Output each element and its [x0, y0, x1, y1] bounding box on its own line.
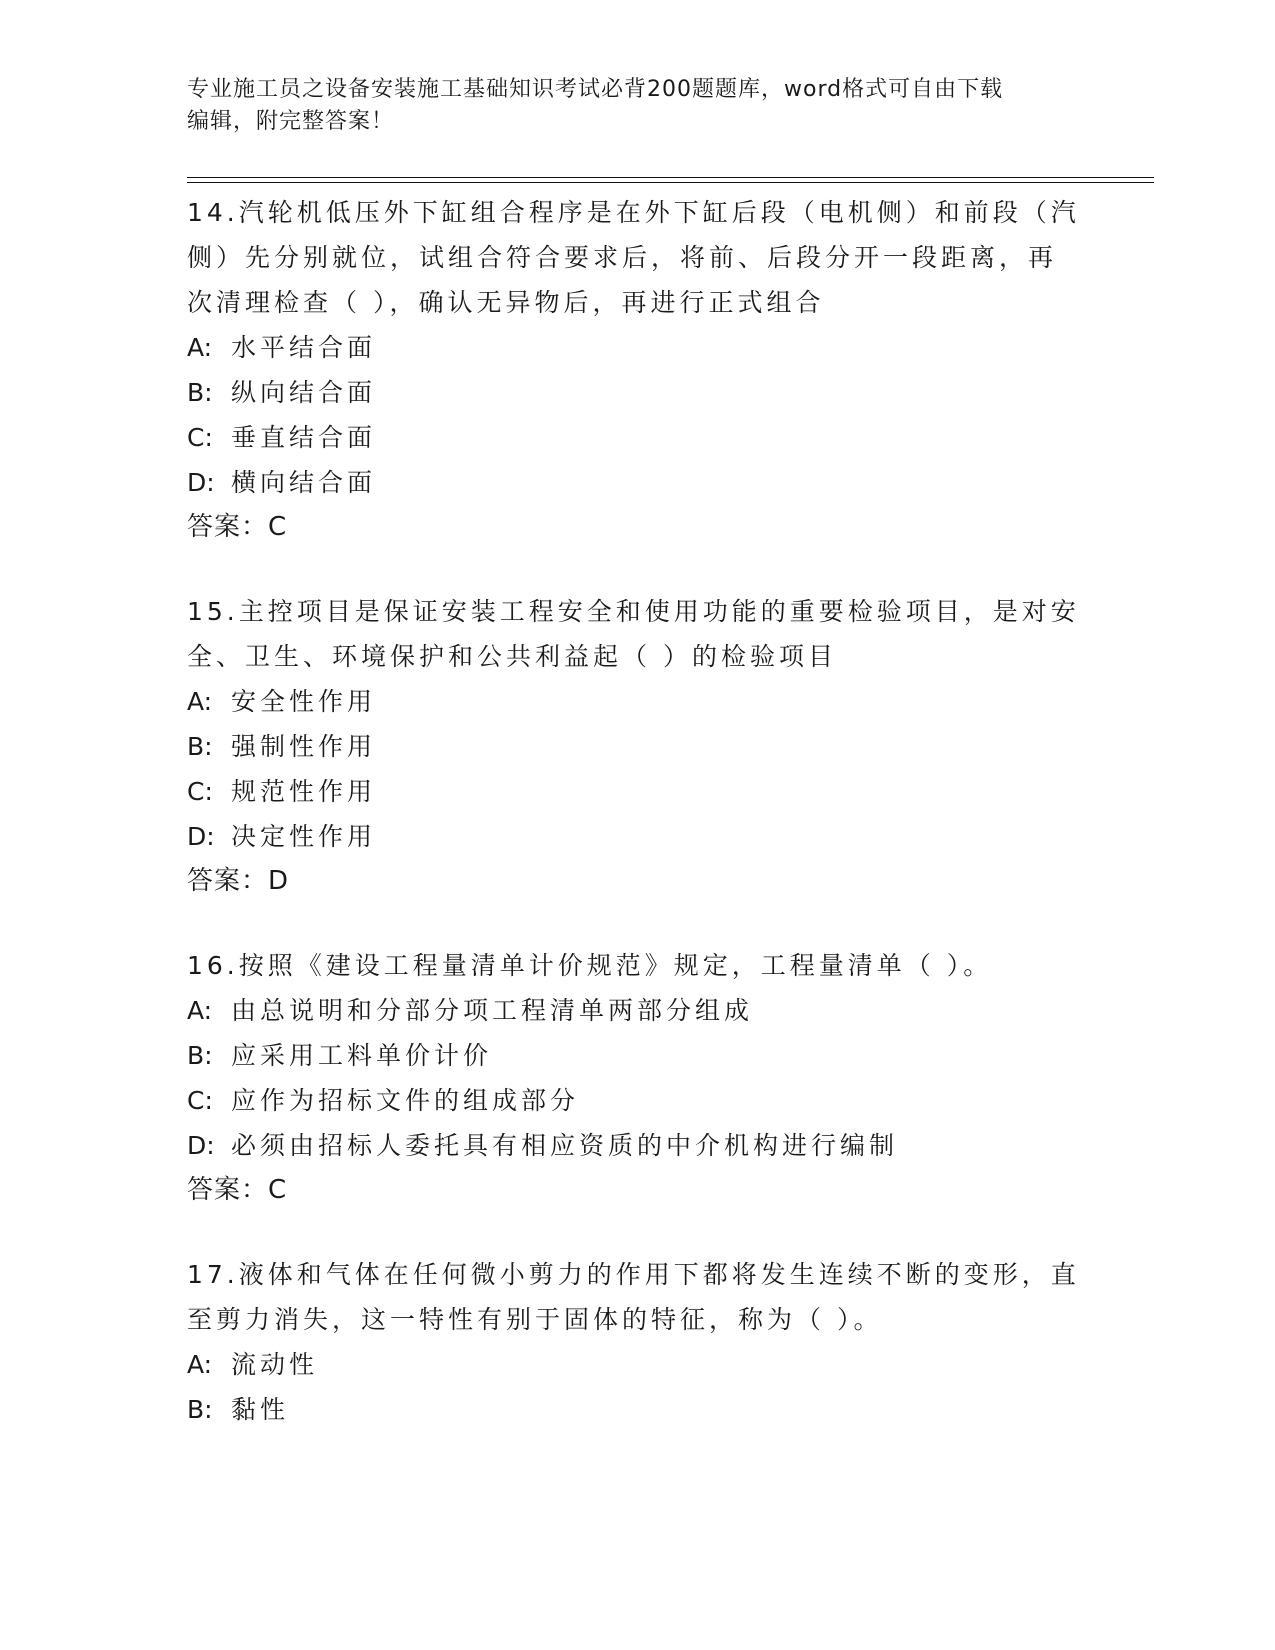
header-divider-top — [187, 177, 1154, 178]
option-a — [187, 325, 1087, 370]
option-letter: C: — [187, 423, 213, 452]
option-letter: D: — [187, 1131, 215, 1160]
option-letter: A: — [187, 687, 213, 716]
option-letter: B: — [187, 378, 213, 407]
question-text-line: 17.液体和气体在任何微小剪力的作用下都将发生连续不断的变形，直 — [187, 1260, 1080, 1289]
option-d — [187, 1123, 1087, 1168]
option-letter: A: — [187, 996, 213, 1025]
answer-label: 答案：C — [187, 1175, 288, 1205]
option-text: 流动性 — [231, 1350, 319, 1379]
question-text-line: 14.汽轮机低压外下缸组合程序是在外下缸后段（电机侧）和前段（汽 — [187, 198, 1080, 227]
option-letter: D: — [187, 468, 215, 497]
header-divider-bottom — [187, 182, 1154, 183]
answer-label: 答案：D — [187, 866, 290, 896]
option-letter: A: — [187, 333, 213, 362]
option-text: 应作为招标文件的组成部分 — [231, 1086, 580, 1115]
question-list — [187, 190, 1087, 1471]
option-text: 横向结合面 — [231, 468, 377, 497]
question-text-line: 至剪力消失，这一特性有别于固体的特征，称为（ ）。 — [187, 1305, 883, 1334]
option-b — [187, 724, 1087, 769]
option-c — [187, 769, 1087, 814]
option-letter: C: — [187, 1086, 213, 1115]
option-text: 应采用工料单价计价 — [231, 1041, 493, 1070]
question-15 — [187, 589, 1087, 904]
question-16 — [187, 943, 1087, 1213]
option-text: 纵向结合面 — [231, 378, 377, 407]
option-text: 安全性作用 — [231, 687, 377, 716]
header-title-line-2: 编辑，附完整答案！ — [187, 109, 395, 134]
question-text-line: 全、卫生、环境保护和公共利益起（ ）的检验项目 — [187, 642, 837, 671]
option-a — [187, 679, 1087, 724]
answer-label: 答案：C — [187, 512, 288, 542]
option-letter: B: — [187, 1395, 213, 1424]
option-text: 黏性 — [231, 1395, 290, 1424]
option-text: 强制性作用 — [231, 732, 377, 761]
option-b — [187, 1387, 1087, 1432]
option-d — [187, 460, 1087, 505]
option-a — [187, 1342, 1087, 1387]
option-text: 必须由招标人委托具有相应资质的中介机构进行编制 — [231, 1131, 899, 1160]
option-letter: D: — [187, 822, 215, 851]
option-text: 由总说明和分部分项工程清单两部分组成 — [231, 996, 754, 1025]
question-text-line: 15.主控项目是保证安装工程安全和使用功能的重要检验项目，是对安 — [187, 597, 1080, 626]
option-text: 决定性作用 — [231, 822, 377, 851]
option-letter: C: — [187, 777, 213, 806]
option-text: 规范性作用 — [231, 777, 377, 806]
document-header — [187, 74, 1087, 138]
option-text: 垂直结合面 — [231, 423, 377, 452]
header-title-line-1: 专业施工员之设备安装施工基础知识考试必背200题题库，word格式可自由下载 — [187, 77, 1004, 102]
question-text-line: 侧）先分别就位，试组合符合要求后，将前、后段分开一段距离，再 — [187, 243, 1058, 272]
option-letter: B: — [187, 1041, 213, 1070]
option-c — [187, 1078, 1087, 1123]
question-17 — [187, 1252, 1087, 1432]
option-letter: A: — [187, 1350, 213, 1379]
option-d — [187, 814, 1087, 859]
option-b — [187, 1033, 1087, 1078]
question-14 — [187, 190, 1087, 550]
option-text: 水平结合面 — [231, 333, 377, 362]
question-text-line: 16.按照《建设工程量清单计价规范》规定，工程量清单（ ）。 — [187, 951, 993, 980]
option-b — [187, 370, 1087, 415]
option-a — [187, 988, 1087, 1033]
option-c — [187, 415, 1087, 460]
option-letter: B: — [187, 732, 213, 761]
question-text-line: 次清理检查（ ），确认无异物后，再进行正式组合 — [187, 288, 825, 317]
